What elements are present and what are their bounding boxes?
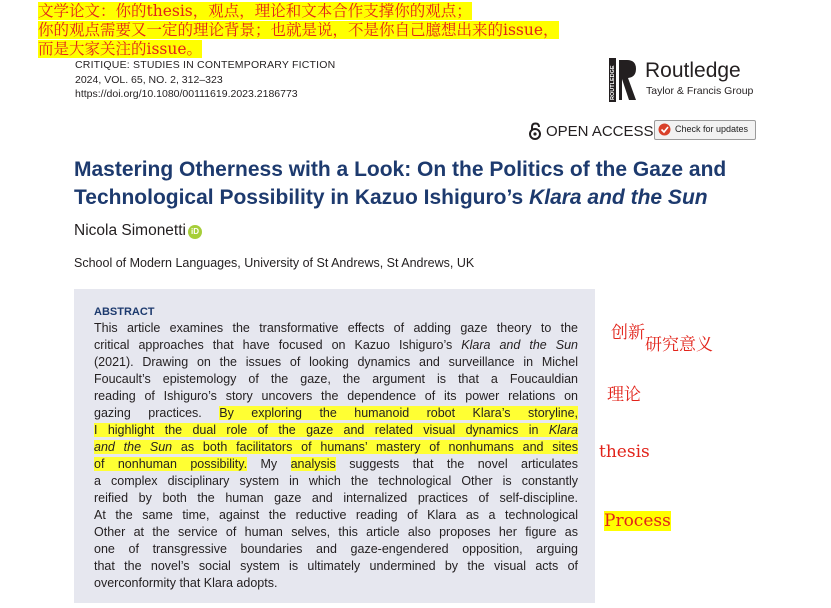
abstract-line — [94, 439, 578, 456]
access-row — [528, 120, 758, 142]
check-for-updates-label: Check for updates — [675, 124, 749, 134]
author-name: Nicola Simonetti — [74, 222, 186, 239]
abstract-line — [94, 405, 578, 422]
author — [74, 222, 202, 240]
annotation-process: Process — [604, 511, 671, 531]
orcid-icon[interactable]: iD — [188, 225, 202, 239]
title-line — [74, 184, 774, 212]
abstract-line: reading of Ishiguro’s story uncovers the dependence of its power relations on — [94, 389, 578, 403]
publisher-name: Routledge — [645, 59, 741, 82]
journal-volume: 2024, VOL. 65, NO. 2, 312–323 — [75, 73, 223, 86]
open-access-lock-icon — [528, 122, 542, 140]
affiliation: School of Modern Languages, University of St Andrews, St Andrews, UK — [74, 256, 475, 270]
annotation-top-note — [38, 2, 710, 59]
abstract-segment: critical approaches that have focused on Kazuo Ishiguro’s — [94, 338, 462, 352]
abstract-segment: suggests that the novel articulates — [335, 457, 578, 471]
title-line: Mastering Otherness with a Look: On the Politics of the Gaze and — [74, 158, 727, 181]
highlighted-segment: I highlight the dual role of the gaze and related visual dynamics in — [94, 423, 549, 437]
check-updates-icon — [658, 123, 671, 136]
journal-info — [75, 58, 335, 102]
abstract-line: reified by both the human gaze and internalized practices of self-discipline. — [94, 491, 578, 505]
abstract-line: a complex disciplinary system in which the technological Other is constantly — [94, 474, 578, 488]
highlighted-segment: analysis — [290, 457, 336, 471]
publisher-group: Taylor & Francis Group — [646, 85, 754, 97]
annotation-significance: 研究意义 — [645, 335, 713, 355]
journal-doi[interactable]: https://doi.org/10.1080/00111619.2023.2186773 — [75, 88, 298, 100]
highlighted-italic-segment: and the Sun — [94, 440, 173, 454]
highlighted-segment: as both facilitators of humans’ mastery of nonhumans and sites — [172, 440, 578, 454]
abstract-italic-segment: Klara and the Sun — [461, 338, 578, 352]
abstract-line: At the same time, against the reductive reading of Klara as a technological — [94, 508, 578, 522]
check-for-updates-button[interactable] — [654, 120, 756, 140]
abstract-line: (2021). Drawing on the issues of looking dynamics and surveillance in Michel — [94, 355, 578, 369]
annotation-line: 而是大家关注的issue。 — [38, 40, 203, 58]
abstract-box — [74, 289, 595, 603]
annotation-theory: 理论 — [607, 385, 641, 405]
abstract-line: Foucault’s epistemology of the gaze, the argument is that a Foucauldian — [94, 372, 578, 386]
abstract-line — [94, 422, 578, 439]
abstract-line — [94, 337, 578, 354]
abstract-line: that the novel’s social system is ultimately undermined by the visual acts of — [94, 559, 578, 573]
routledge-logo-icon — [609, 58, 637, 102]
abstract-segment: gazing practices. — [94, 406, 220, 420]
abstract-line — [94, 456, 578, 473]
annotation-line: 你的观点需要又一定的理论背景；也就是说，不是你自己臆想出来的issue， — [38, 21, 559, 39]
highlighted-italic-segment: Klara — [548, 423, 578, 437]
annotation-line: 文学论文：你的thesis，观点，理论和文本合作支撑你的观点； — [38, 2, 472, 20]
abstract-line: overconformity that Klara adopts. — [94, 576, 278, 590]
abstract-line: one of transgressive boundaries and gaze-engendered opposition, arguing — [94, 542, 578, 556]
highlighted-segment: By exploring the humanoid robot Klara’s storyline, — [219, 406, 578, 420]
abstract-line: This article examines the transformative effects of adding gaze theory to the — [94, 321, 578, 335]
logo-mark-text: ROUTLEDGE — [610, 65, 616, 100]
title-italic-text: Klara and the Sun — [529, 186, 708, 209]
abstract-heading: ABSTRACT — [94, 306, 155, 318]
article-title — [74, 156, 774, 212]
annotation-thesis: thesis — [599, 442, 650, 462]
abstract-text — [94, 320, 578, 592]
title-text: Technological Possibility in Kazuo Ishiguro’s — [74, 186, 530, 209]
abstract-segment: My — [247, 457, 291, 471]
abstract-line: Other at the service of human selves, this article also proposes her figure as — [94, 525, 578, 539]
open-access-label: OPEN ACCESS — [546, 123, 654, 140]
annotation-innovation: 创新 — [611, 323, 645, 343]
highlighted-segment: of nonhuman possibility. — [94, 457, 248, 471]
journal-name: CRITIQUE: STUDIES IN CONTEMPORARY FICTION — [75, 59, 336, 71]
